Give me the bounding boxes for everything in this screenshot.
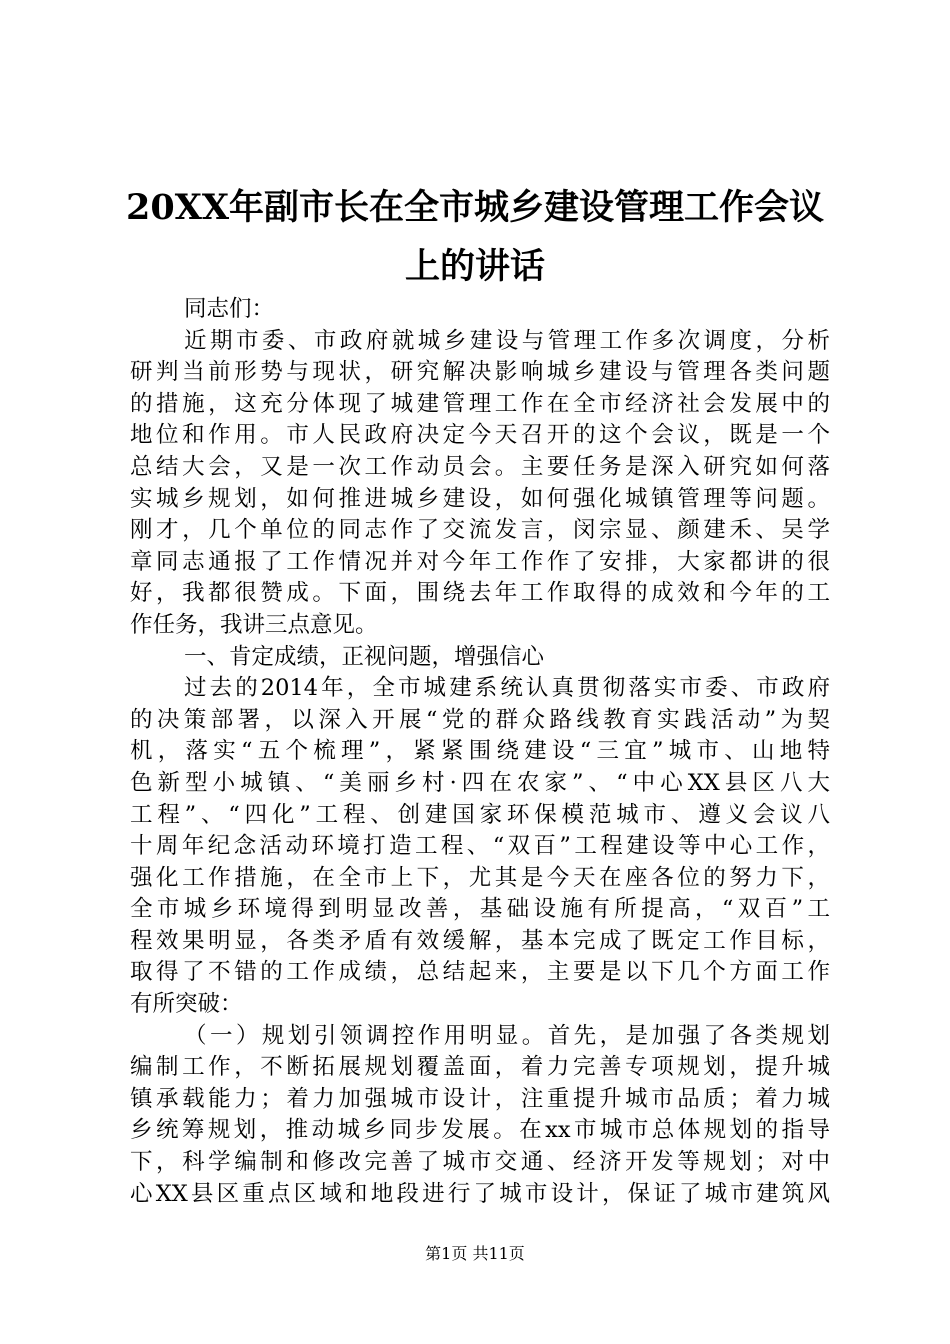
text-line: 章同志通报了工作情况并对今年工作作了安排，大家都讲的很 [130,548,830,575]
text-line: 十周年纪念活动环境打造工程、“双百”工程建设等中心工作， [130,833,830,860]
document-title-line-2: 上的讲话 [404,246,545,287]
text-line: 色新型小城镇、“美丽乡村·四在农家”、“中心XX县区八大 [130,769,830,796]
text-line: 研判当前形势与现状，研究解决影响城乡建设与管理各类问题 [130,359,830,386]
text-line: 工程”、“四化”工程、创建国家环保模范城市、遵义会议八 [130,801,830,828]
text-line: 同志们： [184,296,275,322]
text-line: （一）规划引领调控作用明显。首先，是加强了各类规划 [184,1022,830,1049]
text-line: 程效果明显，各类矛盾有效缓解，基本完成了既定工作目标， [130,927,830,954]
text-line: 地位和作用。市人民政府决定今天召开的这个会议，既是一个 [130,422,830,449]
text-line: 有所突破： [130,991,243,1018]
text-line: 过去的2014年，全市城建系统认真贯彻落实市委、市政府 [184,675,830,702]
text-line: 全市城乡环境得到明显改善，基础设施有所提高，“双百”工 [130,896,830,923]
text-line: 机，落实“五个梳理”，紧紧围绕建设“三宜”城市、山地特 [130,738,830,765]
text-line: 的措施，这充分体现了城建管理工作在全市经济社会发展中的 [130,390,830,417]
text-line: 乡统筹规划，推动城乡同步发展。在xx市城市总体规划的指导 [130,1117,830,1144]
text-line: 好，我都很赞成。下面，围绕去年工作取得的成效和今年的工 [130,580,830,607]
document-title-line-1: 20XX年副市长在全市城乡建设管理工作会议 [125,187,825,228]
text-line: 的决策部署，以深入开展“党的群众路线教育实践活动”为契 [130,706,830,733]
document-body [130,294,830,1210]
text-line: 作任务，我讲三点意见。 [130,611,378,638]
text-line: 实城乡规划，如何推进城乡建设，如何强化城镇管理等问题。 [130,485,830,512]
text-line: 近期市委、市政府就城乡建设与管理工作多次调度，分析 [184,327,830,354]
text-line: 一、肯定成绩，正视问题，增强信心 [184,643,545,670]
text-line: 下，科学编制和修改完善了城市交通、经济开发等规划；对中 [130,1149,830,1176]
text-line: 强化工作措施，在全市上下，尤其是今天在座各位的努力下， [130,864,830,891]
text-line: 取得了不错的工作成绩，总结起来，主要是以下几个方面工作 [130,959,830,986]
text-line: 刚才，几个单位的同志作了交流发言，闵宗显、颜建禾、吴学 [130,517,830,544]
page-footer: 第1页 共11页 [425,1244,525,1263]
text-line: 镇承载能力；着力加强城市设计，注重提升城市品质；着力城 [130,1085,830,1112]
text-line: 总结大会，又是一次工作动员会。主要任务是深入研究如何落 [130,453,830,480]
text-line: 心XX县区重点区域和地段进行了城市设计，保证了城市建筑风 [130,1180,830,1207]
text-line: 编制工作，不断拓展规划覆盖面，着力完善专项规划，提升城 [130,1054,830,1081]
